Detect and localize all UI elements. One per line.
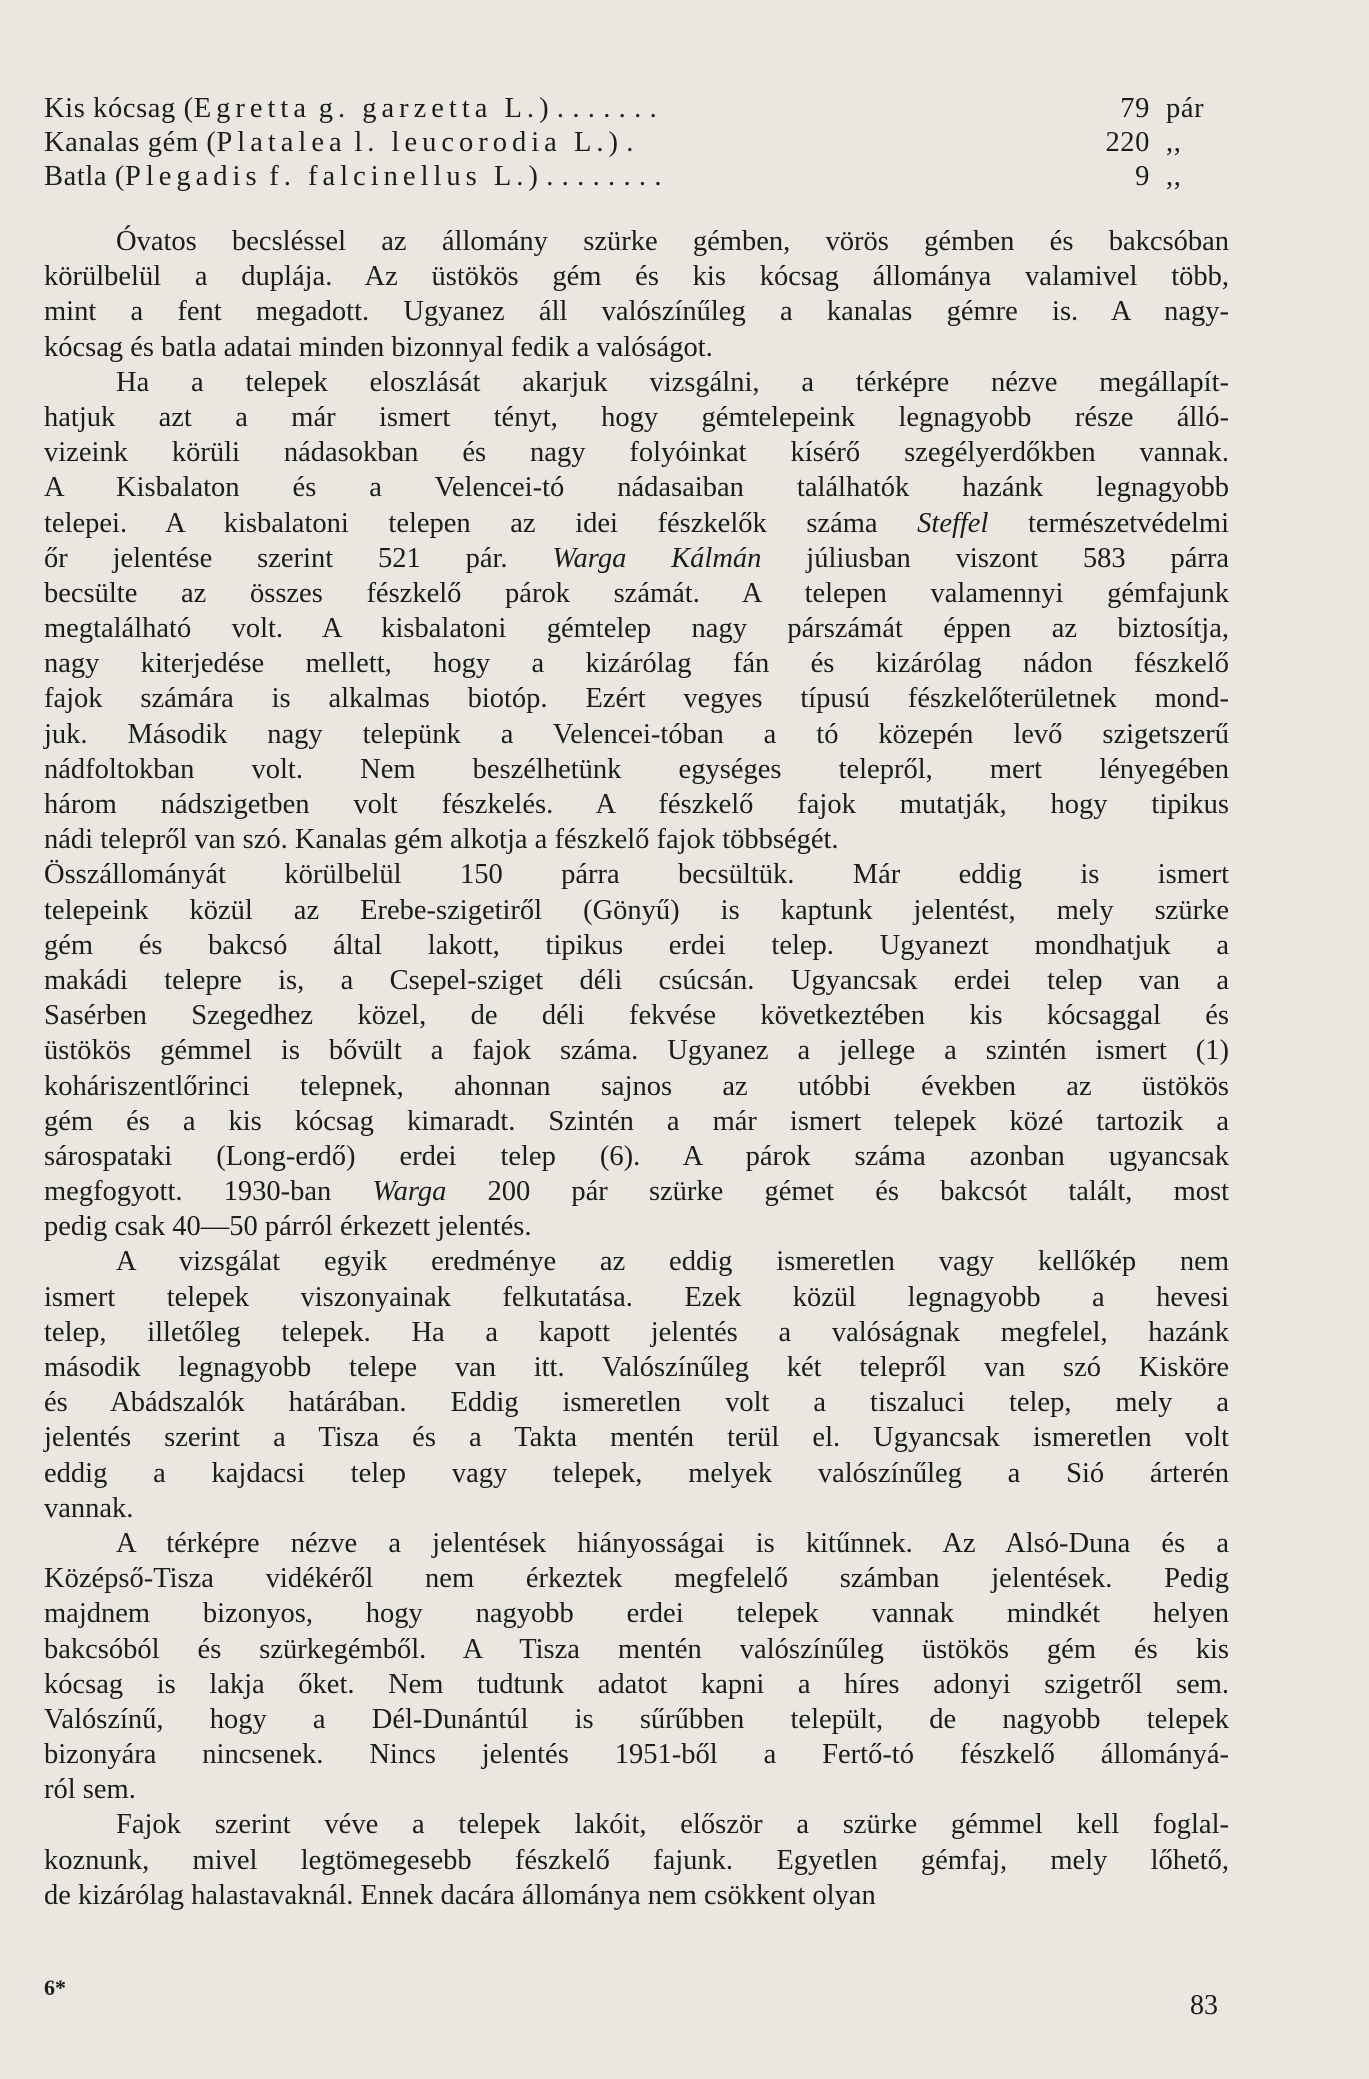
text-line: mint a fent megadott. Ugyanez áll valószínűleg a kanalas gémre is. A nagy- [44, 296, 1229, 328]
species-hu-name: Kanalas gém [44, 127, 199, 158]
text-line: és Abádszalók határában. Eddig ismeretlen volt a tiszaluci telep, mely a [44, 1387, 1229, 1419]
page-number: 83 [1190, 1990, 1218, 2021]
text-line: megfogyott. 1930-ban Warga 200 pár szürke gémet és bakcsót talált, most [44, 1176, 1229, 1208]
species-genus: Platalea [216, 127, 347, 158]
text-line: telepeink közül az Erebe-szigetiről (Gönyű) is kaptunk jelentést, mely szürke [44, 894, 1229, 926]
text-line: A vizsgálat egyik eredménye az eddig ismeretlen vagy kellőkép nem [116, 1246, 1229, 1278]
species-hu-name: Kis kócsag [44, 93, 176, 124]
text-line: Fajok szerint véve a telepek lakóit, először a szürke gémmel kell foglal- [116, 1809, 1229, 1841]
species-table [44, 92, 1234, 194]
text-line: gém és a kis kócsag kimaradt. Szintén a már ismert telepek közé tartozik a [44, 1105, 1229, 1137]
species-count: 220 [1105, 127, 1150, 158]
text-line: Ha a telepek eloszlását akarjuk vizsgálni, a térképre nézve megállapít- [116, 366, 1229, 398]
text-line: nádfoltokban volt. Nem beszélhetünk egységes telepről, mert lényegében [44, 753, 1229, 785]
text-line: bakcsóból és szürkegémből. A Tisza mentén valószínűleg üstökös gém és kis [44, 1633, 1229, 1665]
species-row: Kis kócsag (Egretta g. garzetta L.) . . . . . . . 79 pár [44, 92, 1234, 126]
species-hu-name: Batla [44, 161, 108, 192]
text-line: fajok számára is alkalmas biotóp. Ezért vegyes típusú fészkelőterületnek mond- [44, 683, 1229, 715]
species-unit: ,, [1166, 161, 1182, 192]
text-line: kócsag és batla adatai minden bizonnyal fedik a valóságot. [44, 331, 713, 363]
species-count: 79 [1120, 93, 1150, 124]
text-line: A Kisbalaton és a Velencei-tó nádasaiban találhatók hazánk legnagyobb [44, 472, 1229, 504]
text-line: sárospataki (Long-erdő) erdei telep (6). A párok száma azonban ugyancsak [44, 1140, 1229, 1172]
text-line: jelentés szerint a Tisza és a Takta mentén terül el. Ugyancsak ismeretlen volt [44, 1422, 1229, 1454]
text-line: második legnagyobb telepe van itt. Valószínűleg két telepről van szó Kisköre [44, 1352, 1229, 1383]
text-line: telepei. A kisbalatoni telepen az idei fészkelők száma Steffel természetvédelmi [44, 507, 1229, 539]
text-line: három nádszigetben volt fészkelés. A fészkelő fajok mutatják, hogy tipikus [44, 789, 1229, 820]
species-genus: Egretta [193, 93, 311, 124]
text-line: üstökös gémmel is bővült a fajok száma. Ugyanez a jellege a szintén ismert (1) [44, 1035, 1229, 1067]
text-line: őr jelentése szerint 521 pár. Warga Kálmán júliusban viszont 583 párra [44, 542, 1229, 574]
text-line: de kizárólag halastavaknál. Ennek dacára állománya nem csökkent olyan [44, 1879, 876, 1911]
species-unit: ,, [1166, 127, 1182, 158]
text-line: gém és bakcsó által lakott, tipikus erdei telep. Ugyanezt mondhatjuk a [44, 929, 1229, 961]
text-line: makádi telepre is, a Csepel-sziget déli csúcsán. Ugyancsak erdei telep van a [44, 964, 1229, 996]
text-line: telep, illetőleg telepek. Ha a kapott jelentés a valóságnak megfelel, hazánk [44, 1316, 1229, 1348]
text-line: nagy kiterjedése mellett, hogy a kizárólag fán és kizárólag nádon fészkelő [44, 648, 1229, 680]
text-line: Valószínű, hogy a Dél-Dunántúl is sűrűbben települt, de nagyobb telepek [44, 1703, 1229, 1735]
species-row: Batla (Plegadis f. falcinellus L.) . . . . . . . . 9 ,, [44, 160, 1234, 194]
text-line: vannak. [44, 1492, 134, 1524]
species-count: 9 [1135, 161, 1150, 192]
text-line: koháriszentlőrinci telepnek, ahonnan sajnos az utóbbi években az üstökös [44, 1070, 1229, 1102]
text-line: ismert telepek viszonyainak felkutatása. Ezek közül legnagyobb a hevesi [44, 1281, 1229, 1313]
text-line: vizeink körüli nádasokban és nagy folyóinkat kísérő szegélyerdőkben vannak. [44, 437, 1229, 469]
text-line: körülbelül a duplája. Az üstökös gém és kis kócsag állománya valamivel több, [44, 261, 1229, 293]
text-line: A térképre nézve a jelentések hiányosságai is kitűnnek. Az Alsó-Duna és a [116, 1527, 1229, 1559]
text-line: majdnem bizonyos, hogy nagyobb erdei telepek vannak mindkét helyen [44, 1598, 1229, 1630]
text-line: bizonyára nincsenek. Nincs jelentés 1951-ből a Fertő-tó fészkelő állományá- [44, 1739, 1229, 1771]
text-line: pedig csak 40—50 párról érkezett jelentés. [44, 1211, 532, 1243]
text-line: Összállományát körülbelül 150 párra becsültük. Már eddig is ismert [44, 859, 1229, 891]
text-line: nádi telepről van szó. Kanalas gém alkotja a fészkelő fajok többségét. [44, 824, 839, 856]
species-epithet: g. garzetta L. [318, 93, 540, 124]
text-line: megtalálható volt. A kisbalatoni gémtelep nagy párszámát éppen az biztosítja, [44, 613, 1229, 645]
text-line: ról sem. [44, 1774, 136, 1806]
species-unit: pár [1166, 93, 1205, 124]
body-text [44, 224, 1229, 1913]
text-line: koznunk, mivel legtömegesebb fészkelő fajunk. Egyetlen gémfaj, mely lőhető, [44, 1844, 1229, 1876]
text-line: becsülte az összes fészkelő párok számát. A telepen valamennyi gémfajunk [44, 577, 1229, 609]
species-epithet: f. falcinellus L. [269, 161, 529, 192]
text-line: Sasérben Szegedhez közel, de déli fekvése következtében kis kócsaggal és [44, 1000, 1229, 1032]
species-genus: Plegadis [124, 161, 262, 192]
text-line: eddig a kajdacsi telep vagy telepek, melyek valószínűleg a Sió árterén [44, 1457, 1229, 1489]
text-line: kócsag is lakja őket. Nem tudtunk adatot kapni a híres adonyi szigetről sem. [44, 1668, 1229, 1700]
species-row: Kanalas gém (Platalea l. leucorodia L.) . 220 ,, [44, 126, 1234, 160]
text-line: Középső-Tisza vidékéről nem érkeztek megfelelő számban jelentések. Pedig [44, 1563, 1229, 1595]
species-epithet: l. leucorodia L. [354, 127, 609, 158]
text-line: hatjuk azt a már ismert tényt, hogy gémtelepeink legnagyobb része álló- [44, 401, 1229, 433]
text-line: juk. Második nagy telepünk a Velencei-tóban a tó közepén levő szigetszerű [44, 718, 1229, 750]
signature-mark: 6* [44, 1975, 66, 2000]
text-line: Óvatos becsléssel az állomány szürke gémben, vörös gémben és bakcsóban [116, 226, 1229, 257]
